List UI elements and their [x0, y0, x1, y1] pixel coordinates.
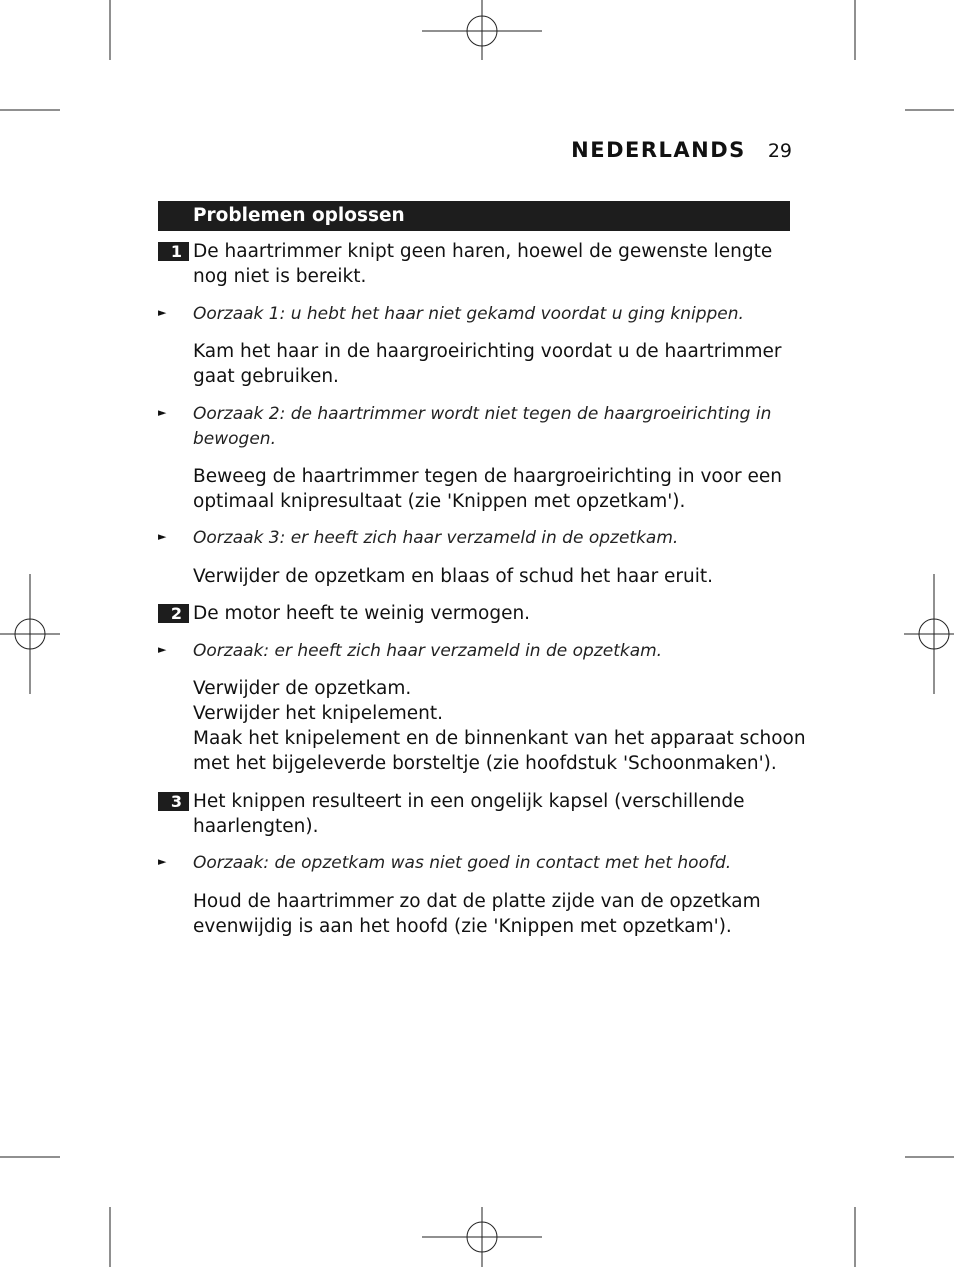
solution-line: Beweeg de haartrimmer tegen de haargroeirichting in voor een	[193, 466, 783, 487]
bullet-icon: ►	[158, 530, 167, 543]
cause-line: Oorzaak 1: u hebt het haar niet gekamd voordat u ging knippen.	[193, 304, 744, 324]
problem-title-line: De haartrimmer knipt geen haren, hoewel de gewenste lengte	[193, 241, 773, 262]
cause-text	[193, 302, 793, 327]
solution-line: gaat gebruiken.	[193, 366, 339, 387]
problem-title-line: De motor heeft te weinig vermogen.	[193, 603, 531, 624]
solution-text	[193, 564, 793, 589]
solution-line: Maak het knipelement en de binnenkant van het apparaat schoon	[193, 728, 806, 749]
solution-line: Verwijder het knipelement.	[193, 703, 443, 724]
solution-line: Verwijder de opzetkam en blaas of schud het haar eruit.	[193, 566, 714, 587]
problem-number-badge: 2	[158, 604, 189, 623]
solution-line: Kam het haar in de haargroeirichting voordat u de haartrimmer	[193, 341, 782, 362]
problem-title	[193, 239, 793, 289]
solution-line: Houd de haartrimmer zo dat de platte zijde van de opzetkam	[193, 891, 761, 912]
solution-text	[193, 889, 793, 939]
problem-title-line: Het knippen resulteert in een ongelijk kapsel (verschillende	[193, 791, 745, 812]
cause-line: Oorzaak: de opzetkam was niet goed in contact met het hoofd.	[193, 853, 732, 873]
bullet-icon: ►	[158, 406, 167, 419]
problem-number-badge: 1	[158, 242, 189, 261]
bullet-icon: ►	[158, 855, 167, 868]
cause-text	[193, 851, 793, 876]
cause-line: Oorzaak 2: de haartrimmer wordt niet tegen de haargroeirichting in	[193, 404, 772, 424]
language-heading: NEDERLANDS	[571, 138, 746, 162]
solution-line: evenwijdig is aan het hoofd (zie 'Knippen met opzetkam').	[193, 916, 732, 937]
solution-text	[193, 464, 793, 514]
solution-text	[193, 676, 806, 776]
solution-text	[193, 339, 793, 389]
page-number: 29	[767, 140, 792, 162]
cause-text	[193, 526, 793, 551]
section-title: Problemen oplossen	[158, 201, 790, 231]
problem-title	[193, 601, 793, 626]
problem-title	[193, 789, 793, 839]
cause-line: Oorzaak: er heeft zich haar verzameld in de opzetkam.	[193, 641, 663, 661]
cause-text	[193, 639, 793, 664]
bullet-icon: ►	[158, 306, 167, 319]
problem-title-line: haarlengten).	[193, 816, 319, 837]
solution-line: Verwijder de opzetkam.	[193, 678, 412, 699]
problem-number-badge: 3	[158, 792, 189, 811]
cause-text	[193, 402, 793, 452]
cause-line: Oorzaak 3: er heeft zich haar verzameld in de opzetkam.	[193, 528, 679, 548]
cause-line: bewogen.	[193, 429, 276, 449]
solution-line: optimaal knipresultaat (zie 'Knippen met opzetkam').	[193, 491, 686, 512]
bullet-icon: ►	[158, 643, 167, 656]
page-header	[571, 138, 792, 162]
solution-line: met het bijgeleverde borsteltje (zie hoofdstuk 'Schoonmaken').	[193, 753, 777, 774]
problem-title-line: nog niet is bereikt.	[193, 266, 367, 287]
